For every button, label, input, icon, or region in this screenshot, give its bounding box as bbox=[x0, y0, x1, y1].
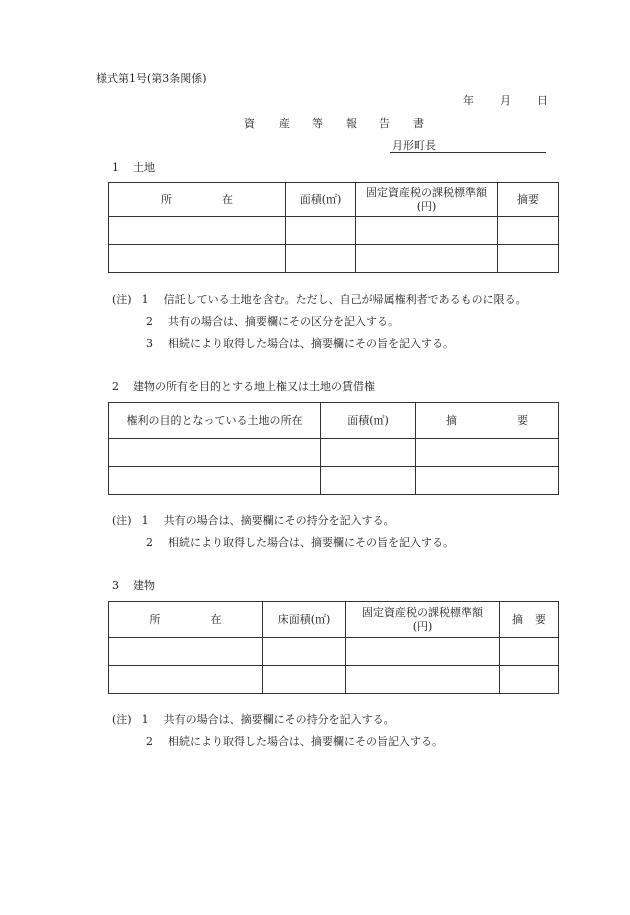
section1-number: 1 bbox=[112, 161, 119, 174]
leasehold-cell-area[interactable] bbox=[321, 467, 416, 495]
title-char-5: 告 bbox=[379, 117, 390, 130]
note-text: 相続により取得した場合は、摘要欄にその旨を記入する。 bbox=[168, 536, 454, 549]
land-header-tax-base: 固定資産税の課税標準額 (円) bbox=[356, 183, 498, 217]
leasehold-header-remarks: 摘 要 bbox=[416, 403, 559, 439]
land-cell-area[interactable] bbox=[286, 217, 356, 245]
building-header-location: 所 在 bbox=[109, 602, 263, 638]
title-char-2: 産 bbox=[279, 117, 290, 130]
note-text: 相続により取得した場合は、摘要欄にその旨記入する。 bbox=[168, 735, 443, 748]
section3-title: 建物 bbox=[133, 579, 155, 592]
building-cell-tax-base[interactable] bbox=[346, 638, 500, 666]
note-number: 1 bbox=[141, 293, 149, 306]
building-cell-remarks[interactable] bbox=[500, 666, 559, 694]
note-text: 共有の場合は、摘要欄にその区分を記入する。 bbox=[168, 315, 399, 328]
notes-prefix: (注) bbox=[112, 293, 132, 306]
land-cell-remarks[interactable] bbox=[498, 245, 559, 273]
note-number: 2 bbox=[146, 315, 153, 328]
land-cell-location[interactable] bbox=[109, 217, 286, 245]
date-month-label: 月 bbox=[500, 94, 511, 107]
building-table bbox=[108, 601, 559, 694]
note-number: 1 bbox=[141, 514, 149, 527]
land-cell-remarks[interactable] bbox=[498, 217, 559, 245]
table-row bbox=[109, 467, 559, 495]
building-header-remarks: 摘 要 bbox=[500, 602, 559, 638]
building-cell-location[interactable] bbox=[109, 638, 263, 666]
section3-number: 3 bbox=[112, 579, 119, 592]
land-table bbox=[108, 182, 559, 273]
section1-note-2 bbox=[146, 313, 399, 329]
section2-note-1 bbox=[112, 512, 395, 528]
section3-note-2 bbox=[146, 733, 443, 749]
land-header-remarks: 摘要 bbox=[498, 183, 559, 217]
section3-note-1 bbox=[112, 711, 395, 727]
form-number: 様式第1号(第3条関係) bbox=[96, 72, 207, 85]
note-text: 相続により取得した場合は、摘要欄にその旨を記入する。 bbox=[168, 337, 454, 350]
leasehold-cell-location[interactable] bbox=[109, 467, 321, 495]
building-header-floor-area: 床面積(㎡) bbox=[263, 602, 346, 638]
land-cell-tax-base[interactable] bbox=[356, 217, 498, 245]
building-cell-location[interactable] bbox=[109, 666, 263, 694]
table-row bbox=[109, 245, 559, 273]
leasehold-cell-remarks[interactable] bbox=[416, 439, 559, 467]
note-text: 信託している土地を含む。ただし、自己が帰属権利者であるものに限る。 bbox=[163, 293, 527, 306]
building-cell-remarks[interactable] bbox=[500, 638, 559, 666]
notes-prefix: (注) bbox=[112, 514, 132, 527]
section1-note-3 bbox=[146, 335, 454, 351]
note-text: 共有の場合は、摘要欄にその持分を記入する。 bbox=[163, 713, 395, 726]
building-cell-tax-base[interactable] bbox=[346, 666, 500, 694]
section2-title: 建物の所有を目的とする地上権又は土地の賃借権 bbox=[133, 380, 375, 393]
section2-heading bbox=[112, 378, 375, 394]
land-header-location: 所 在 bbox=[109, 183, 286, 217]
section2-note-2 bbox=[146, 534, 454, 550]
notes-prefix: (注) bbox=[112, 713, 132, 726]
land-cell-tax-base[interactable] bbox=[356, 245, 498, 273]
title-char-3: 等 bbox=[312, 117, 323, 130]
land-header-area: 面積(㎡) bbox=[286, 183, 356, 217]
section1-title: 土地 bbox=[133, 161, 155, 174]
section3-heading bbox=[112, 577, 155, 593]
note-number: 2 bbox=[146, 536, 153, 549]
section1-note-1 bbox=[112, 291, 527, 307]
title-char-4: 報 bbox=[346, 117, 357, 130]
building-cell-floor-area[interactable] bbox=[263, 638, 346, 666]
land-table-header-row bbox=[109, 183, 559, 217]
table-row bbox=[109, 217, 559, 245]
table-row bbox=[109, 638, 559, 666]
title-char-1: 資 bbox=[244, 117, 255, 130]
note-number: 1 bbox=[141, 713, 149, 726]
leasehold-header-area: 面積(㎡) bbox=[321, 403, 416, 439]
land-cell-area[interactable] bbox=[286, 245, 356, 273]
leasehold-cell-remarks[interactable] bbox=[416, 467, 559, 495]
leasehold-header-location: 権利の目的となっている土地の所在 bbox=[109, 403, 321, 439]
leasehold-table bbox=[108, 402, 559, 495]
section2-number: 2 bbox=[112, 380, 119, 393]
table-row bbox=[109, 666, 559, 694]
leasehold-cell-area[interactable] bbox=[321, 439, 416, 467]
note-text: 共有の場合は、摘要欄にその持分を記入する。 bbox=[163, 514, 395, 527]
addressee: 月形町長 bbox=[392, 139, 436, 152]
land-cell-location[interactable] bbox=[109, 245, 286, 273]
section1-heading bbox=[112, 159, 155, 175]
building-table-header-row bbox=[109, 602, 559, 638]
date-year-label: 年 bbox=[463, 94, 474, 107]
title-char-6: 書 bbox=[413, 117, 424, 130]
building-cell-floor-area[interactable] bbox=[263, 666, 346, 694]
leasehold-table-header-row bbox=[109, 403, 559, 439]
leasehold-cell-location[interactable] bbox=[109, 439, 321, 467]
date-day-label: 日 bbox=[537, 94, 548, 107]
note-number: 3 bbox=[146, 337, 153, 350]
note-number: 2 bbox=[146, 735, 153, 748]
table-row bbox=[109, 439, 559, 467]
building-header-tax-base: 固定資産税の課税標準額 (円) bbox=[346, 602, 500, 638]
